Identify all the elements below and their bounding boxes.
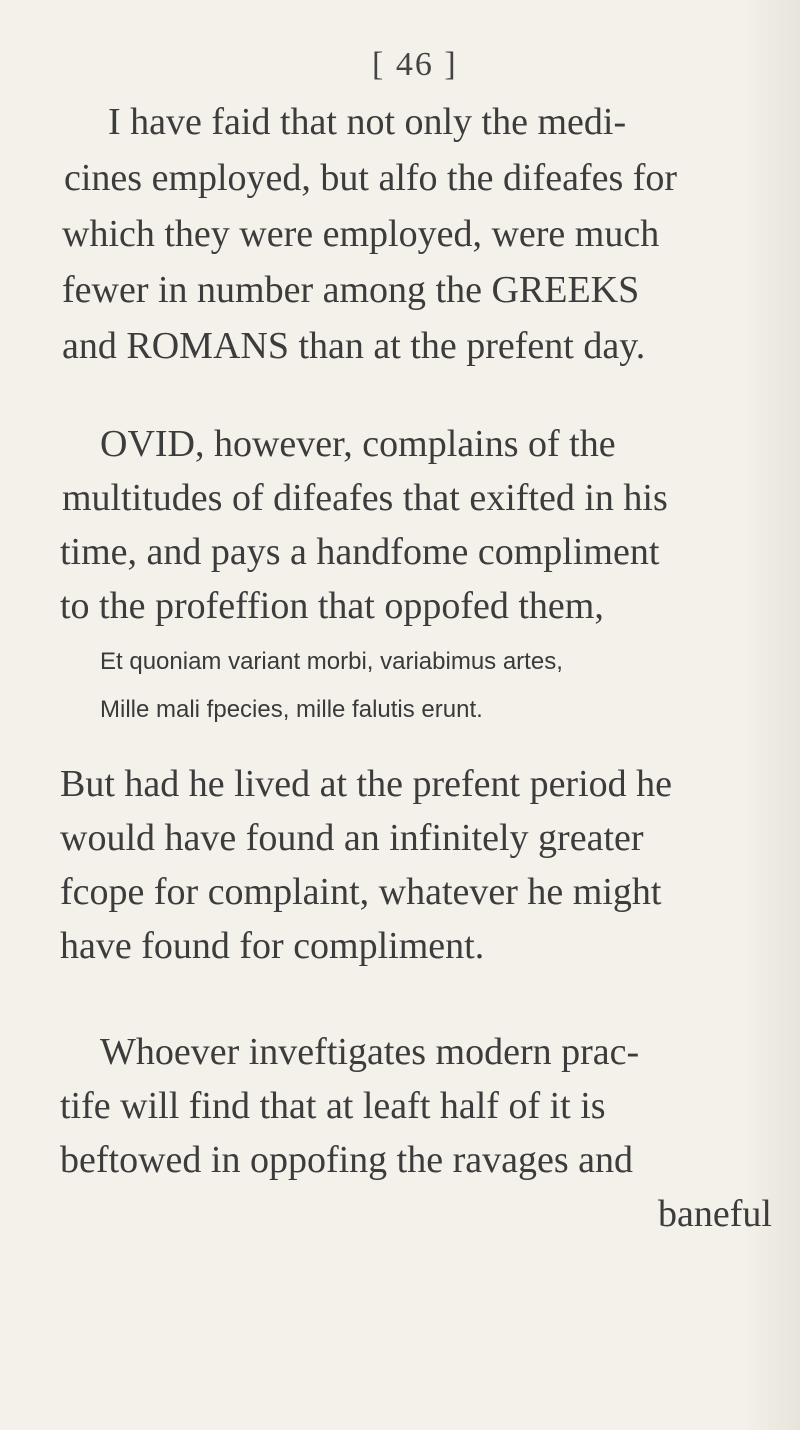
- text-line: have found for compliment.: [60, 925, 485, 967]
- text-line: would have found an infinitely greater: [60, 817, 644, 859]
- text-line: fewer in number among the GREEKS: [62, 269, 640, 311]
- text-line: to the profeffion that oppofed them,: [60, 585, 604, 627]
- page-number: [ 46 ]: [372, 46, 458, 83]
- text-line: beftowed in oppofing the ravages and: [60, 1139, 633, 1181]
- latin-quote-line: Et quoniam variant morbi, variabimus artes,: [100, 648, 563, 675]
- text-line: tife will find that at leaft half of it is: [60, 1085, 606, 1127]
- latin-quote-line: Mille mali fpecies, mille falutis erunt.: [100, 696, 483, 723]
- text-line: which they were employed, were much: [62, 213, 660, 255]
- text-line: Whoever inveftigates modern prac-: [100, 1031, 640, 1073]
- text-line: multitudes of difeafes that exifted in his: [62, 477, 668, 519]
- text-line: time, and pays a handfome compliment: [60, 531, 660, 573]
- text-line: OVID, however, complains of the: [100, 423, 616, 465]
- text-line: But had he lived at the prefent period he: [60, 763, 673, 805]
- text-line: and ROMANS than at the prefent day.: [62, 325, 646, 367]
- text-line: fcope for complaint, whatever he might: [60, 871, 662, 913]
- text-line: cines employed, but alfo the difeafes for: [64, 157, 678, 199]
- catchword: baneful: [658, 1193, 772, 1235]
- text-line: I have faid that not only the medi-: [108, 101, 627, 143]
